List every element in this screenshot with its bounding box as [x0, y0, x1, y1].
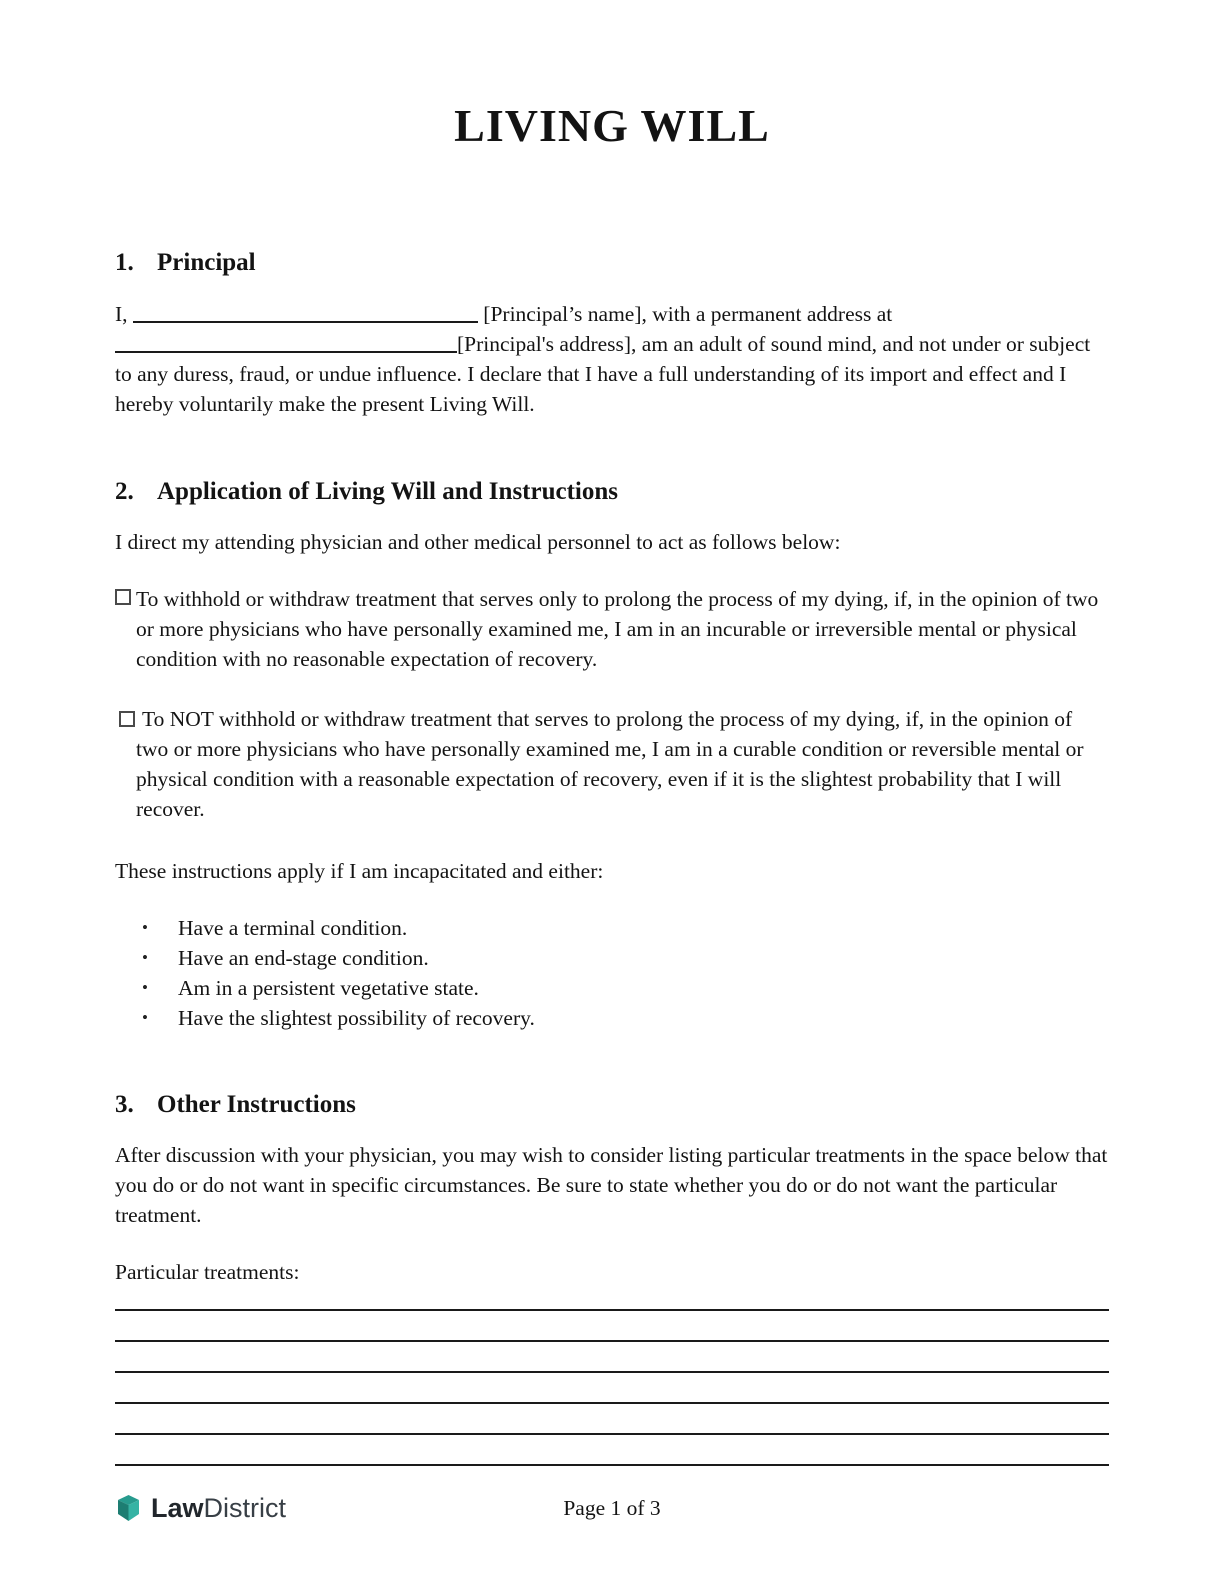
page-footer [115, 1492, 1109, 1528]
section-application-heading [115, 477, 1109, 506]
writing-line[interactable] [115, 1342, 1109, 1373]
text-run: [Principal’s name], with a permanent address at [483, 301, 893, 326]
section-other-instructions [115, 1090, 1109, 1466]
application-intro: I direct my attending physician and other medical personnel to act as follows below: [115, 529, 841, 554]
checkbox-withhold-treatment[interactable] [115, 589, 131, 605]
section-number: 2. [115, 477, 134, 505]
section-number: 1. [115, 248, 134, 276]
section-principal [115, 248, 1109, 419]
section-title: Application of Living Will and Instructions [157, 477, 618, 505]
writing-line[interactable] [115, 1311, 1109, 1342]
brand-district: District [203, 1493, 287, 1523]
particular-treatments-label: Particular treatments: [115, 1259, 300, 1284]
principal-address-blank[interactable] [115, 331, 457, 353]
section-number: 3. [115, 1090, 134, 1118]
section-title: Other Instructions [157, 1090, 356, 1118]
section-title: Principal [157, 248, 256, 276]
section-application [115, 477, 1109, 1033]
condition-item: • Have an end-stage condition. [142, 943, 1109, 973]
page-number: Page 1 of 3 [563, 1496, 661, 1520]
option-text: To NOT withhold or withdraw treatment that serves to prolong the process of my dying, if, in the opinion of two or more physicians who have personally examined me, I am in a curable condition or reversible mental or physical condition with a reasonable expectation of recovery, even if it is the slightest probability that I will recover. [136, 706, 1084, 821]
text-run: I, [115, 301, 128, 326]
particular-treatments-write-area [115, 1299, 1109, 1466]
condition-item: • Have the slightest possibility of recovery. [142, 1003, 1109, 1033]
section-principal-heading [115, 248, 1109, 277]
conditions-list [115, 913, 1109, 1033]
brand-law: Law [151, 1493, 204, 1523]
option-do-not-withhold-treatment [115, 704, 1109, 824]
writing-line[interactable] [115, 1404, 1109, 1435]
principal-paragraph [115, 299, 1109, 419]
principal-name-blank[interactable] [133, 301, 478, 323]
other-instructions-body: After discussion with your physician, you may wish to consider listing particular treatments in the space below that you do or do not want in specific circumstances. Be sure to state whether you do or do not want the particular treatment. [115, 1142, 1108, 1227]
checkbox-do-not-withhold-treatment[interactable] [119, 711, 135, 727]
option-withhold-treatment [115, 584, 1109, 674]
section-other-heading [115, 1090, 1109, 1119]
writing-line[interactable] [115, 1299, 1109, 1311]
document-title: LIVING WILL [454, 100, 770, 151]
writing-line[interactable] [115, 1435, 1109, 1466]
condition-item: • Am in a persistent vegetative state. [142, 973, 1109, 1003]
text-run: [Principal's address], am an adult of sound mind, and not under or subject to any duress, fraud, or undue influence. I declare that I have a full understanding of its import and effect and I hereby voluntarily make the present Living Will. [115, 331, 1091, 416]
option-text: To withhold or withdraw treatment that serves only to prolong the process of my dying, if, in the opinion of two or more physicians who have personally examined me, I am in an incurable or irreversible mental or physical condition with no reasonable expectation of recovery. [136, 586, 1099, 671]
condition-item: • Have a terminal condition. [142, 913, 1109, 943]
apply-conditions-intro: These instructions apply if I am incapacitated and either: [115, 858, 604, 883]
writing-line[interactable] [115, 1373, 1109, 1404]
